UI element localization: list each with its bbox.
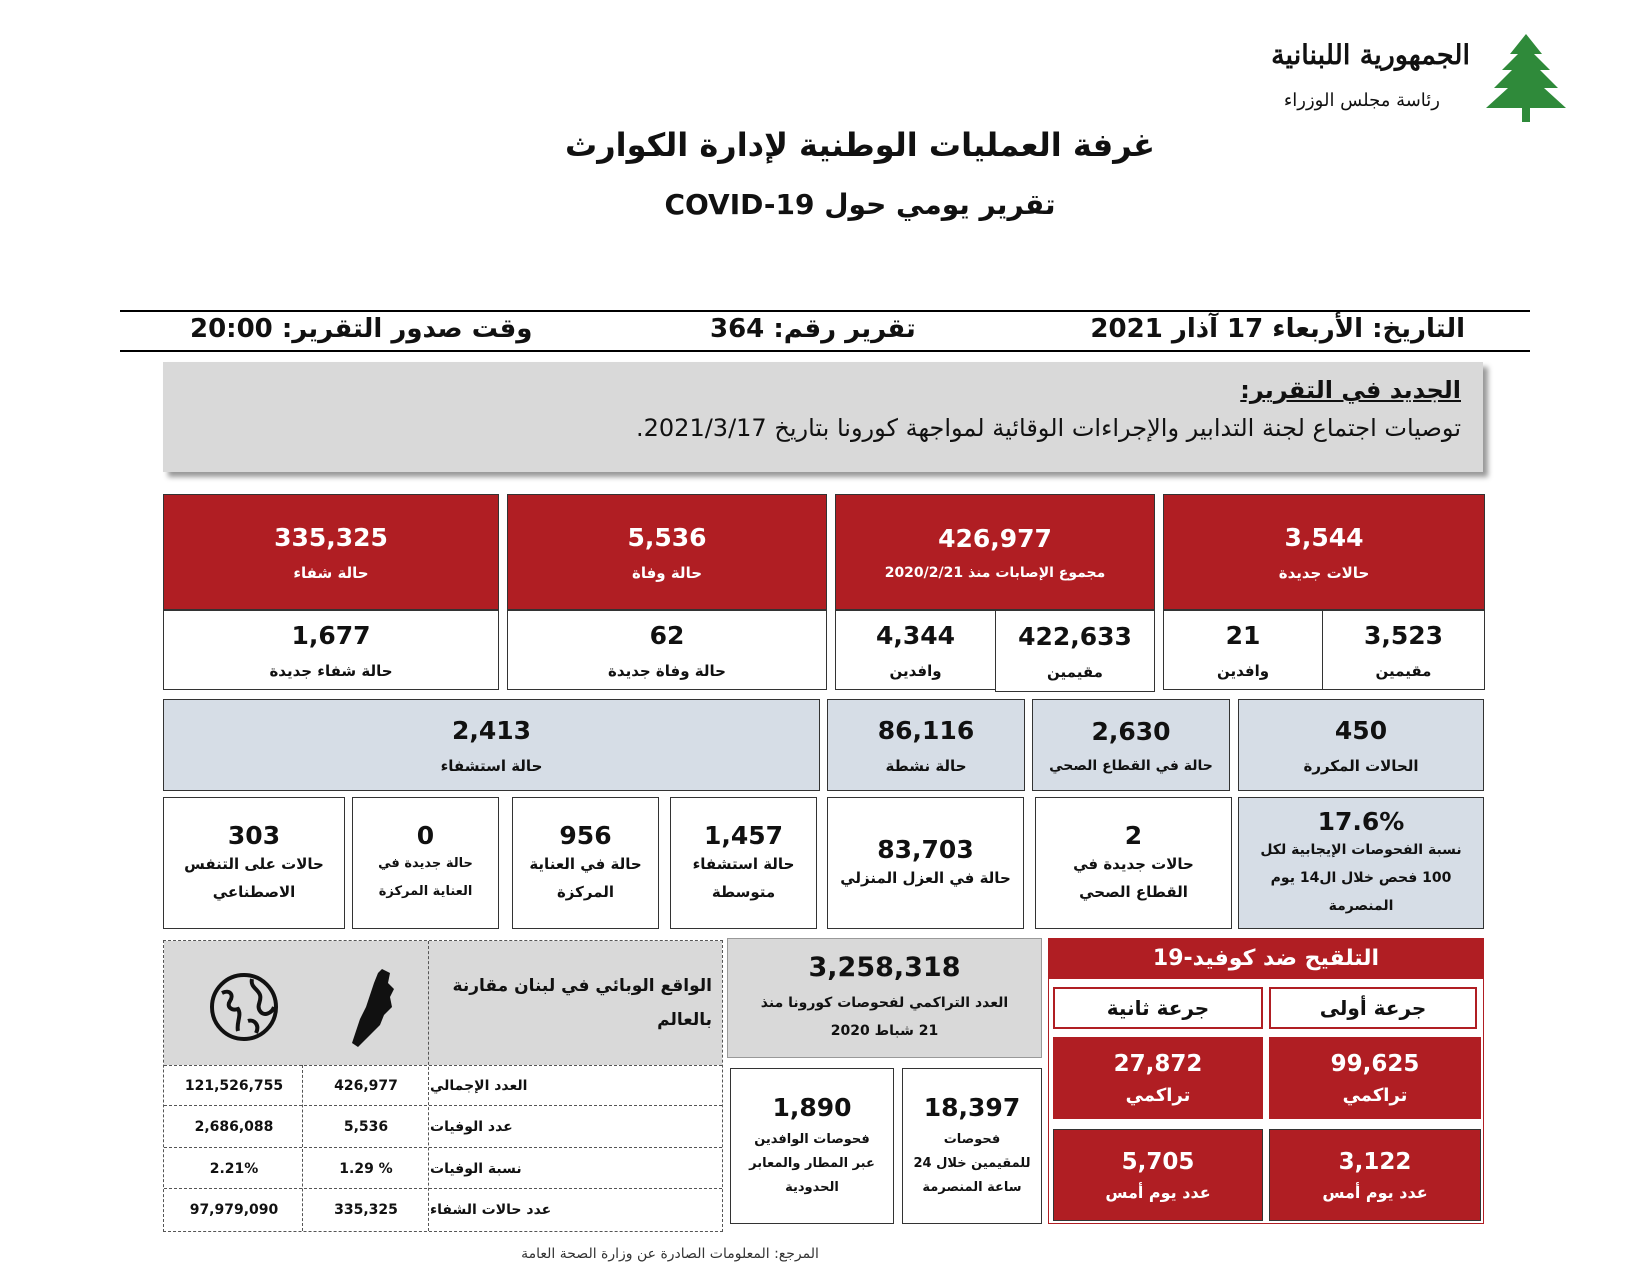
cumulative-tests-label: العدد التراكمي لفحوصات كورونا منذ 21 شباط 2020 [760,994,1009,1039]
icu-value: 956 [559,820,612,850]
meta-bottom-rule [120,350,1530,352]
health-sector-value: 2,630 [1091,716,1171,746]
ventilator-label: حالات على التنفس الاصطناعي [184,854,324,901]
table-row [164,1190,722,1231]
cumulative-tests-value: 3,258,318 [808,951,961,983]
arrivals-value: 21 [1225,620,1261,650]
report-number: تقرير رقم: 364 [710,314,916,344]
cedar-tree-icon [1480,32,1572,128]
new-health-sector-card [1035,797,1232,929]
dose2-yesterday-card [1053,1129,1263,1221]
world-value: 97,979,090 [189,1202,279,1218]
new-recovered-label: حالة شفاء جديدة [269,661,393,680]
positivity-value: 17.6% [1317,806,1405,836]
deaths-label: حالة وفاة [631,563,703,582]
home-isolation-value: 83,703 [877,834,974,864]
deaths-card [507,494,827,610]
active-value: 86,116 [877,715,975,745]
active-cases-card [827,699,1025,791]
arrivals-value: 4,344 [875,620,956,650]
logo-subtext: رئاسة مجلس الوزراء [1283,90,1440,111]
row-label: العدد الإجمالي [430,1077,528,1094]
table-row [164,1148,722,1189]
home-isolation-card [827,797,1024,929]
total-residents [995,610,1155,692]
row-label: عدد الوفيات [430,1119,513,1135]
new-health-label: حالات جديدة في القطاع الصحي [1073,854,1194,901]
lebanon-value: 1.29 % [339,1160,393,1177]
row-label: نسبة الوفيات [430,1160,522,1177]
dose2-yesterday-label: عدد يوم أمس [1105,1182,1211,1202]
page-title: غرفة العمليات الوطنية لإدارة الكوارث [565,126,1155,164]
deaths-value: 5,536 [627,522,707,552]
new-cases-residents [1322,610,1485,690]
new-health-value: 2 [1124,820,1143,850]
government-logo [1240,32,1570,132]
new-recovered-value: 1,677 [291,620,371,650]
dose2-total-label: تراكمي [1125,1084,1191,1106]
lebanon-value: 335,325 [334,1202,398,1218]
new-recovered [163,610,499,690]
arrivals-label: وافدين [1216,661,1270,680]
dose2-total-card [1053,1037,1263,1119]
new-icu-label: حالة جديدة في العناية المركزة [378,855,473,899]
new-icu-card [352,797,499,929]
arrivals-label: وافدين [889,661,942,680]
dose2-total-value: 27,872 [1113,1050,1203,1077]
positivity-label: نسبة الفحوصات الإيجابية لكل 100 فحص خلال ال14 يوم المنصرمة [1260,841,1462,914]
globe-icon [208,971,280,1043]
recovered-value: 335,325 [274,522,388,552]
hospital-value: 2,413 [451,715,532,745]
home-isolation-label: حالة في العزل المنزلي [840,868,1011,887]
total-cases-label: مجموع الإصابات منذ 2020/2/21 [884,564,1106,581]
icu-card [512,797,659,929]
new-cases-card [1163,494,1485,610]
resident-tests-label: فحوصات للمقيمين خلال 24 ساعة المنصرمة [913,1131,1031,1195]
dose1-yesterday-card [1269,1129,1481,1221]
table-row [164,1065,722,1106]
news-box [163,362,1483,472]
moderate-value: 1,457 [703,820,784,850]
lebanon-value: 5,536 [343,1119,389,1135]
lebanon-map-icon [348,967,398,1049]
report-time: وقت صدور التقرير: 20:00 [190,314,533,344]
dose1-total-value: 99,625 [1330,1050,1420,1077]
total-arrivals [835,610,996,690]
news-text: توصيات اجتماع لجنة التدابير والإجراءات الوقائية لمواجهة كورونا بتاريخ 2021/3/17. [636,414,1461,442]
row-label: عدد حالات الشفاء [430,1202,552,1218]
cumulative-tests-card [727,938,1042,1058]
new-cases-label: حالات جديدة [1278,563,1370,582]
new-deaths-label: حالة وفاة جديدة [608,661,726,680]
icu-label: حالة في العناية المركزة [529,854,642,901]
repeated-cases-card [1238,699,1484,791]
news-heading: الجديد في التقرير: [1240,376,1461,404]
world-value: 121,526,755 [184,1077,284,1094]
page-subtitle: تقرير يومي حول COVID-19 [664,188,1056,221]
residents-value: 3,523 [1363,620,1444,650]
ventilator-card [163,797,345,929]
lebanon-value: 426,977 [334,1077,398,1094]
dose1-total-card [1269,1037,1481,1119]
recovered-label: حالة شفاء [293,563,369,582]
meta-top-rule [120,310,1530,312]
dose1-header: جرعة أولى [1269,987,1477,1029]
health-sector-card [1032,699,1230,791]
ventilator-value: 303 [227,820,281,850]
hospital-label: حالة استشفاء [440,756,543,775]
dose2-header: جرعة ثانية [1053,987,1263,1029]
vaccine-title: التلقيح ضد كوفيد-19 [1048,938,1484,978]
moderate-label: حالة استشفاء متوسطة [692,854,795,901]
dose1-yesterday-value: 3,122 [1338,1148,1412,1175]
new-icu-value: 0 [416,820,435,850]
resident-tests-card [902,1068,1042,1224]
resident-tests-value: 18,397 [923,1092,1021,1122]
dose1-total-label: تراكمي [1342,1084,1408,1106]
world-value: 2.21% [209,1160,259,1177]
new-cases-value: 3,544 [1284,522,1364,552]
total-cases-card [835,494,1155,610]
moderate-hospital-card [670,797,817,929]
arrival-tests-label: فحوصات الوافدين عبر المطار والمعابر الحدودية [749,1131,875,1195]
new-deaths-value: 62 [649,620,685,650]
new-deaths [507,610,827,690]
comparison-title: الواقع الوبائي في لبنان مقارنة بالعالم [452,976,712,1030]
repeated-value: 450 [1334,715,1388,745]
dose2-yesterday-value: 5,705 [1121,1148,1195,1175]
residents-label: مقيمين [1375,661,1432,680]
vaccine-panel [1048,978,1484,1224]
logo-text: الجمهورية اللبنانية [1271,40,1470,71]
comparison-table [163,940,723,1232]
source-note: المرجع: المعلومات الصادرة عن وزارة الصحة العامة [521,1246,819,1262]
residents-value: 422,633 [1018,621,1132,651]
dose1-yesterday-label: عدد يوم أمس [1322,1182,1428,1202]
new-cases-arrivals [1163,610,1323,690]
arrival-tests-value: 1,890 [772,1092,852,1122]
repeated-label: الحالات المكررة [1303,756,1419,775]
health-sector-label: حالة في القطاع الصحي [1049,757,1213,774]
total-cases-value: 426,977 [938,523,1052,553]
arrival-tests-card [730,1068,894,1224]
positivity-card [1238,797,1484,929]
active-label: حالة نشطة [885,756,967,775]
hospitalized-card [163,699,820,791]
world-value: 2,686,088 [194,1119,274,1135]
residents-label: مقيمين [1047,662,1103,681]
report-date: التاريخ: الأربعاء 17 آذار 2021 [1090,314,1465,344]
recovered-card [163,494,499,610]
table-row [164,1107,722,1148]
